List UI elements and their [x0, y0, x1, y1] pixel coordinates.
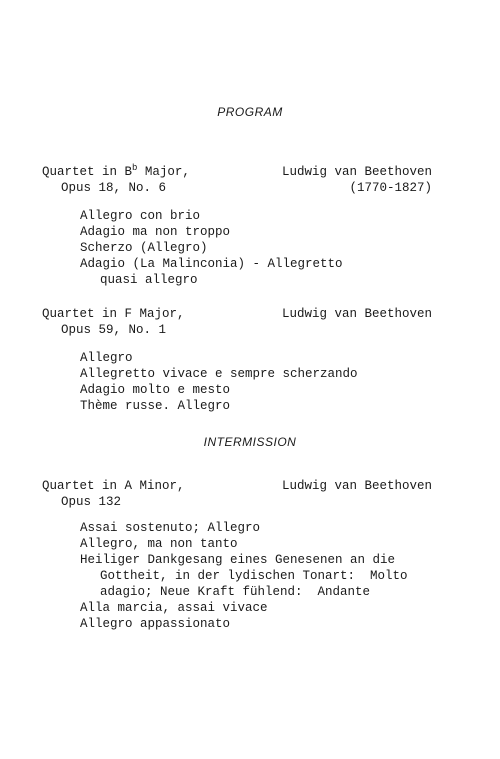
piece-title-rest: Major, [137, 165, 190, 179]
movement-item: Adagio molto e mesto [80, 383, 231, 397]
piece-2-movements [80, 350, 450, 414]
movement-item: Heiliger Dankgesang eines Genesenen an die [80, 553, 396, 567]
composer-dates: (1770-1827) [349, 181, 432, 195]
piece-opus: Opus 18, No. 6 [61, 181, 167, 195]
piece-3-movements [80, 520, 450, 632]
movement-item: Adagio (La Malinconia) - Allegretto [80, 257, 343, 271]
piece-composer: Ludwig van Beethoven [281, 165, 432, 179]
movement-item: Allegro, ma non tanto [80, 537, 238, 551]
piece-composer: Ludwig van Beethoven [281, 479, 432, 493]
piece-opus: Opus 132 [61, 495, 122, 509]
piece-title [42, 164, 190, 180]
movement-item: Scherzo (Allegro) [80, 241, 208, 255]
movement-continuation: quasi allegro [100, 273, 198, 287]
movement-item: Allegro appassionato [80, 617, 231, 631]
piece-title: Quartet in A Minor, [42, 479, 185, 493]
movement-item: Adagio ma non troppo [80, 225, 231, 239]
piece-opus: Opus 59, No. 1 [61, 323, 167, 337]
flat-sign: b [132, 163, 138, 173]
movement-item: Assai sostenuto; Allegro [80, 521, 261, 535]
piece-title: Quartet in F Major, [42, 307, 185, 321]
movement-item: Thème russe. Allegro [80, 399, 231, 413]
intermission-heading: INTERMISSION [203, 435, 297, 449]
movement-item: Allegro [80, 351, 133, 365]
piece-composer: Ludwig van Beethoven [281, 307, 432, 321]
piece-1-movements [80, 208, 450, 288]
movement-item [80, 584, 450, 600]
movement-item [80, 272, 450, 288]
program-heading: PROGRAM [217, 105, 283, 119]
movement-item [80, 568, 450, 584]
movement-continuation: Gottheit, in der lydischen Tonart: Molto [100, 569, 408, 583]
movement-item: Allegro con brio [80, 209, 201, 223]
piece-title-key: Quartet in B [42, 165, 133, 179]
movement-item: Allegretto vivace e sempre scherzando [80, 367, 358, 381]
movement-continuation: adagio; Neue Kraft fühlend: Andante [100, 585, 371, 599]
movement-item: Alla marcia, assai vivace [80, 601, 268, 615]
